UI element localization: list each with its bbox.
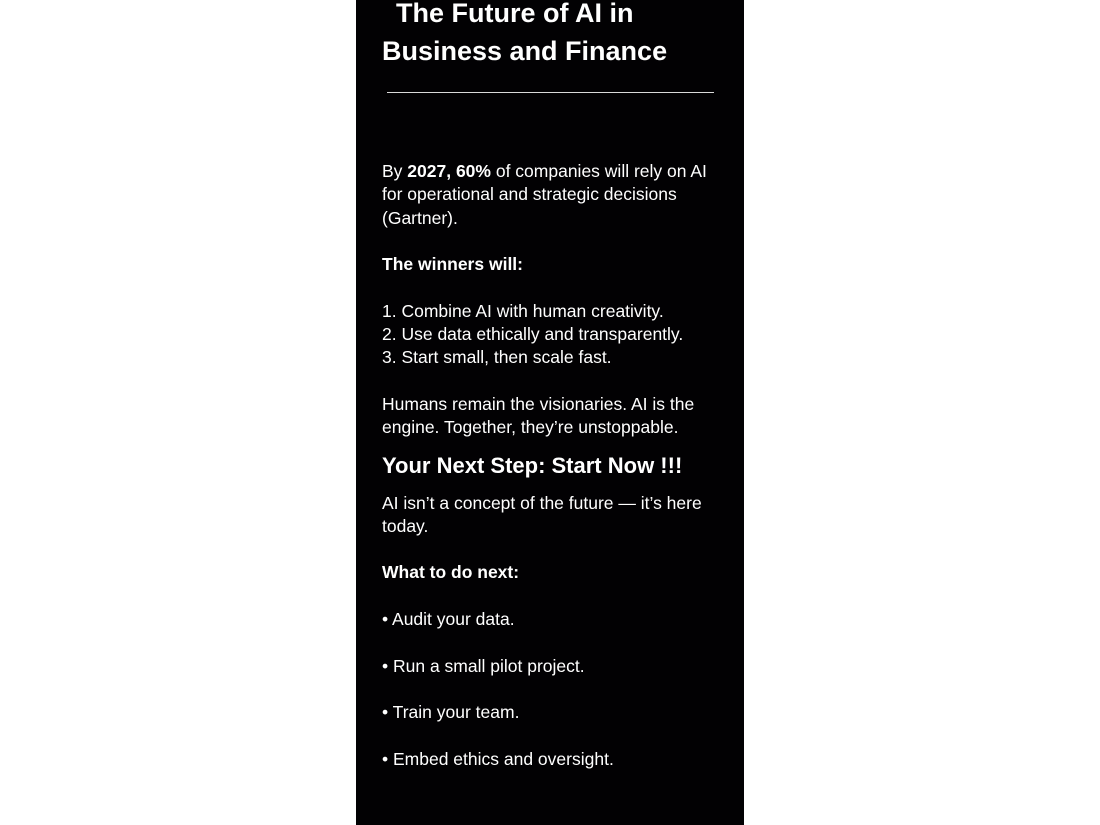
winners-item: 3. Start small, then scale fast. (382, 347, 612, 368)
intro-post: of companies will rely on AI for operational and strategic decisions (Gartner). (382, 161, 707, 228)
article-title (382, 0, 722, 70)
article-body (382, 160, 722, 771)
next-step-heading: Your Next Step: Start Now !!! (382, 452, 683, 478)
todo-heading: What to do next: (382, 562, 520, 583)
title-divider (387, 92, 714, 93)
article-title-line-2: Business and Finance (382, 36, 668, 66)
winners-heading: The winners will: (382, 254, 523, 275)
todo-item: • Embed ethics and oversight. (382, 748, 614, 769)
intro-paragraph (382, 160, 722, 230)
next-step-intro: AI isn’t a concept of the future — it’s here today. (382, 492, 702, 536)
closing-paragraph: Humans remain the visionaries. AI is the engine. Together, they’re unstoppable. (382, 393, 695, 438)
article-title-line-1: The Future of AI in (396, 0, 634, 28)
intro-pre: By (382, 161, 408, 181)
todo-item: • Run a small pilot project. (382, 655, 585, 676)
article-panel (356, 0, 744, 825)
todo-item: • Audit your data. (382, 609, 515, 630)
todo-item: • Train your team. (382, 702, 520, 723)
intro-highlight: 2027, 60% (407, 161, 491, 181)
winners-item: 2. Use data ethically and transparently. (382, 324, 684, 345)
winners-item: 1. Combine AI with human creativity. (382, 300, 664, 321)
